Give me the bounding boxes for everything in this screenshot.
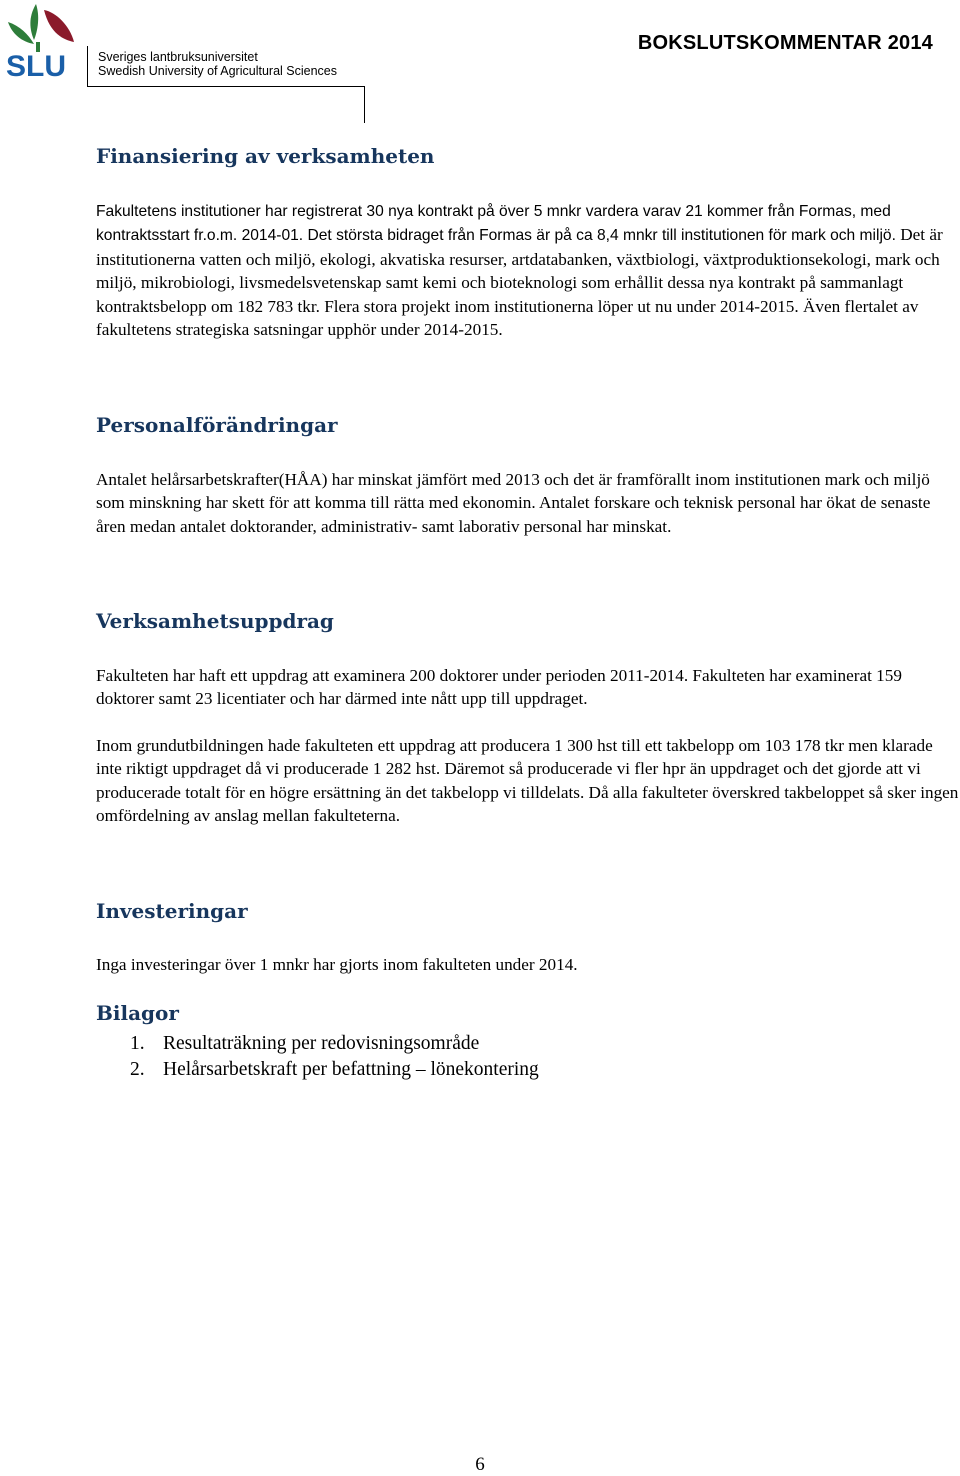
university-name-en: Swedish University of Agricultural Sciences — [98, 64, 337, 78]
heading-verksamhet: Verksamhetsuppdrag — [96, 609, 334, 633]
list-item-number: 1. — [130, 1033, 145, 1054]
list-item — [0, 1031, 539, 1057]
slu-logo — [0, 0, 370, 124]
paragraph-verksamhet-1: Fakulteten har haft ett uppdrag att examinera 200 doktorer under perioden 2011-2014. Fakulteten har examinerat 159 doktorer samt 23 licentiater och har därmed inte nått upp till uppdraget. — [96, 666, 902, 709]
list-item — [0, 1057, 539, 1083]
list-item-label: Resultaträkning per redovisningsområde — [163, 1033, 480, 1054]
document-title: BOKSLUTSKOMMENTAR 2014 — [637, 32, 933, 54]
logo-divider — [87, 46, 88, 86]
list-item-label: Helårsarbetskraft per befattning – lönekontering — [163, 1059, 539, 1080]
heading-investeringar: Investeringar — [96, 899, 248, 923]
bilagor-list — [0, 1031, 539, 1083]
page-number: 6 — [475, 1454, 485, 1475]
university-name-sv: Sveriges lantbruksuniversitet — [98, 50, 258, 64]
header-rule-vertical — [364, 86, 365, 123]
heading-bilagor: Bilagor — [96, 1001, 179, 1025]
heading-personal: Personalförändringar — [96, 413, 338, 437]
paragraph-personal: Antalet helårsarbetskrafter(HÅA) har minskat jämfört med 2013 och det är framförallt inom institutionen mark och miljö som minskning har skett för att komma till rätta med ekonomin. Antalet forskare och teknisk personal har ökat de senaste åren medan antalet doktorander, administrativ- samt laborativ personal har minskat. — [96, 470, 931, 536]
slu-logo-text: SLU — [6, 50, 66, 80]
slu-emblem-icon — [0, 0, 86, 80]
paragraph-finansiering-part2: Det är institutionerna vatten och miljö, ekologi, akvatiska resurser, artdatabanken, växtbiologi, växtproduktionsekologi, mark och miljö, mikrobiologi, livsmedelsvetenskap samt kemi och bioteknologi som erhållit dessa nya kontrakt på sammanlagt kontraktsbelopp om 182 783 tkr. Flera stora projekt inom institutionerna löper ut nu under 2014-2015. Även flertalet av fakultetens strategiska satsningar upphör under 2014-2015. — [96, 225, 943, 340]
paragraph-verksamhet-2: Inom grundutbildningen hade fakulteten ett uppdrag att producera 1 300 hst till ett takbelopp om 103 178 tkr men klarade inte riktigt uppdraget då vi producerade 1 282 hst. Däremot så producerade vi fler hpr än uppdraget och det gjorde att vi producerade totalt för en högre ersättning än det takbelopp vi tilldelats. Då alla fakulteter överskred takbeloppet så sker ingen omfördelning av anslag mellan fakulteterna. — [96, 736, 959, 826]
header-rule — [87, 86, 365, 87]
heading-finansiering: Finansiering av verksamheten — [96, 144, 435, 168]
paragraph-finansiering — [96, 199, 960, 341]
paragraph-investeringar: Inga investeringar över 1 mnkr har gjorts inom fakulteten under 2014. — [96, 955, 578, 974]
paragraph-finansiering-part1: Fakultetens institutioner har registrerat 30 nya kontrakt på över 5 mnkr vardera varav 21 kommer från Formas, med kontraktsstart fr.o.m. 2014-01. Det största bidraget från Formas är på ca 8,4 mnkr till institutionen för mark och miljö. — [96, 203, 896, 245]
list-item-number: 2. — [130, 1059, 145, 1080]
